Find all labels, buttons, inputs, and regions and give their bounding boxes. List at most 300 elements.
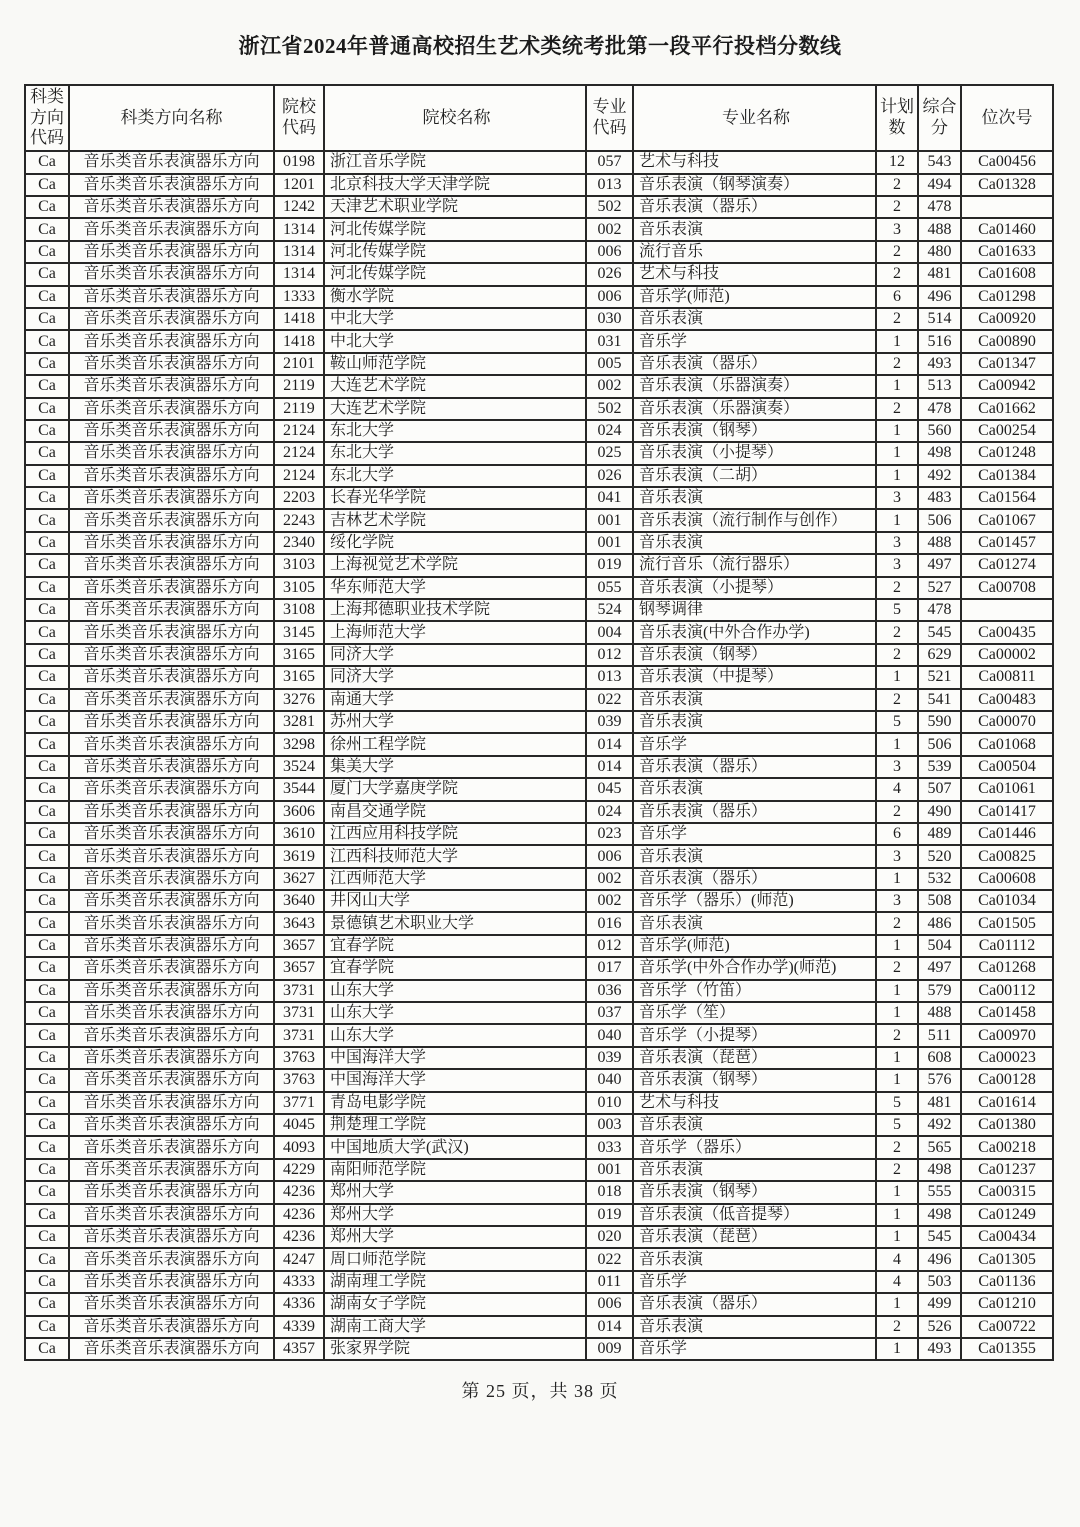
cell-major-name: 音乐学	[633, 1271, 876, 1293]
cell-plan-count: 1	[876, 509, 918, 531]
cell-rank-number: Ca00811	[961, 666, 1053, 688]
cell-composite-score: 511	[918, 1024, 961, 1046]
cell-college-name: 大连艺术学院	[324, 375, 586, 397]
cell-college-code: 2124	[274, 442, 324, 464]
table-row	[25, 1226, 1053, 1248]
cell-college-code: 4236	[274, 1181, 324, 1203]
cell-category-direction-name: 音乐类音乐表演器乐方向	[69, 1136, 274, 1158]
cell-major-name: 音乐表演	[633, 1248, 876, 1270]
cell-college-name: 南昌交通学院	[324, 801, 586, 823]
cell-category-direction-name: 音乐类音乐表演器乐方向	[69, 218, 274, 240]
cell-category-direction-name: 音乐类音乐表演器乐方向	[69, 375, 274, 397]
cell-category-direction-code: Ca	[25, 1069, 69, 1091]
cell-category-direction-code: Ca	[25, 711, 69, 733]
cell-rank-number: Ca00483	[961, 689, 1053, 711]
cell-major-name: 音乐表演（器乐）	[633, 353, 876, 375]
cell-composite-score: 507	[918, 778, 961, 800]
cell-major-name: 音乐表演	[633, 711, 876, 733]
cell-major-name: 音乐表演（钢琴）	[633, 420, 876, 442]
cell-composite-score: 499	[918, 1293, 961, 1315]
cell-major-code: 018	[586, 1181, 633, 1203]
cell-major-name: 音乐表演（钢琴）	[633, 1069, 876, 1091]
cell-plan-count: 2	[876, 1316, 918, 1338]
cell-rank-number: Ca00722	[961, 1316, 1053, 1338]
cell-category-direction-name: 音乐类音乐表演器乐方向	[69, 1002, 274, 1024]
cell-major-name: 音乐学(中外合作办学)(师范)	[633, 957, 876, 979]
cell-rank-number: Ca00435	[961, 621, 1053, 643]
cell-major-name: 音乐表演	[633, 1114, 876, 1136]
cell-college-name: 青岛电影学院	[324, 1092, 586, 1114]
cell-category-direction-name: 音乐类音乐表演器乐方向	[69, 1338, 274, 1360]
cell-rank-number: Ca01237	[961, 1159, 1053, 1181]
cell-major-code: 001	[586, 509, 633, 531]
cell-category-direction-name: 音乐类音乐表演器乐方向	[69, 733, 274, 755]
score-table	[24, 84, 1054, 1361]
cell-major-code: 006	[586, 241, 633, 263]
cell-category-direction-name: 音乐类音乐表演器乐方向	[69, 487, 274, 509]
cell-college-code: 3763	[274, 1069, 324, 1091]
cell-category-direction-code: Ca	[25, 1293, 69, 1315]
cell-composite-score: 526	[918, 1316, 961, 1338]
cell-composite-score: 532	[918, 868, 961, 890]
cell-major-code: 057	[586, 151, 633, 173]
cell-college-name: 江西师范大学	[324, 868, 586, 890]
cell-plan-count: 2	[876, 353, 918, 375]
cell-rank-number: Ca01614	[961, 1092, 1053, 1114]
cell-composite-score: 488	[918, 532, 961, 554]
cell-college-code: 4339	[274, 1316, 324, 1338]
cell-plan-count: 3	[876, 890, 918, 912]
cell-composite-score: 496	[918, 1248, 961, 1270]
cell-college-code: 4229	[274, 1159, 324, 1181]
cell-major-code: 040	[586, 1069, 633, 1091]
cell-composite-score: 555	[918, 1181, 961, 1203]
table-row	[25, 599, 1053, 621]
cell-college-code: 3276	[274, 689, 324, 711]
cell-plan-count: 1	[876, 935, 918, 957]
cell-college-code: 1242	[274, 196, 324, 218]
cell-college-code: 1418	[274, 308, 324, 330]
cell-plan-count: 5	[876, 1092, 918, 1114]
column-header-major-code: 专业代码	[586, 85, 633, 151]
cell-plan-count: 4	[876, 1248, 918, 1270]
cell-major-name: 音乐表演	[633, 778, 876, 800]
cell-rank-number: Ca00708	[961, 577, 1053, 599]
cell-rank-number: Ca00315	[961, 1181, 1053, 1203]
cell-rank-number: Ca00218	[961, 1136, 1053, 1158]
cell-plan-count: 2	[876, 308, 918, 330]
cell-major-name: 音乐表演	[633, 487, 876, 509]
cell-major-code: 041	[586, 487, 633, 509]
table-row	[25, 845, 1053, 867]
cell-major-code: 040	[586, 1024, 633, 1046]
cell-major-name: 音乐表演（器乐）	[633, 196, 876, 218]
cell-rank-number: Ca01034	[961, 890, 1053, 912]
cell-rank-number: Ca01068	[961, 733, 1053, 755]
table-row	[25, 711, 1053, 733]
cell-college-name: 徐州工程学院	[324, 733, 586, 755]
cell-composite-score: 590	[918, 711, 961, 733]
cell-college-code: 1333	[274, 286, 324, 308]
cell-major-code: 006	[586, 1293, 633, 1315]
cell-composite-score: 492	[918, 465, 961, 487]
cell-rank-number: Ca01328	[961, 174, 1053, 196]
cell-plan-count: 1	[876, 442, 918, 464]
cell-composite-score: 493	[918, 1338, 961, 1360]
cell-college-name: 上海师范大学	[324, 621, 586, 643]
cell-college-code: 4236	[274, 1204, 324, 1226]
cell-category-direction-name: 音乐类音乐表演器乐方向	[69, 823, 274, 845]
cell-major-name: 音乐表演（器乐）	[633, 756, 876, 778]
cell-composite-score: 486	[918, 912, 961, 934]
cell-college-name: 山东大学	[324, 1024, 586, 1046]
cell-category-direction-name: 音乐类音乐表演器乐方向	[69, 599, 274, 621]
cell-plan-count: 3	[876, 756, 918, 778]
table-row	[25, 1136, 1053, 1158]
cell-plan-count: 3	[876, 554, 918, 576]
cell-category-direction-code: Ca	[25, 1226, 69, 1248]
cell-plan-count: 1	[876, 1204, 918, 1226]
cell-major-code: 022	[586, 1248, 633, 1270]
cell-category-direction-name: 音乐类音乐表演器乐方向	[69, 778, 274, 800]
cell-major-code: 026	[586, 263, 633, 285]
cell-college-name: 东北大学	[324, 442, 586, 464]
table-row	[25, 980, 1053, 1002]
cell-category-direction-code: Ca	[25, 151, 69, 173]
cell-major-code: 033	[586, 1136, 633, 1158]
cell-rank-number: Ca01305	[961, 1248, 1053, 1270]
cell-category-direction-name: 音乐类音乐表演器乐方向	[69, 644, 274, 666]
cell-college-code: 3731	[274, 980, 324, 1002]
cell-plan-count: 2	[876, 689, 918, 711]
cell-major-name: 音乐表演（中提琴）	[633, 666, 876, 688]
cell-college-code: 3281	[274, 711, 324, 733]
cell-college-code: 4247	[274, 1248, 324, 1270]
cell-college-code: 4336	[274, 1293, 324, 1315]
cell-college-code: 2101	[274, 353, 324, 375]
cell-major-code: 031	[586, 330, 633, 352]
cell-category-direction-name: 音乐类音乐表演器乐方向	[69, 935, 274, 957]
cell-college-name: 大连艺术学院	[324, 398, 586, 420]
table-row	[25, 554, 1053, 576]
cell-rank-number	[961, 599, 1053, 621]
cell-college-name: 宜春学院	[324, 935, 586, 957]
cell-rank-number: Ca01458	[961, 1002, 1053, 1024]
cell-composite-score: 497	[918, 957, 961, 979]
cell-composite-score: 488	[918, 1002, 961, 1024]
cell-category-direction-code: Ca	[25, 1092, 69, 1114]
cell-major-name: 音乐表演	[633, 532, 876, 554]
cell-category-direction-code: Ca	[25, 801, 69, 823]
cell-plan-count: 2	[876, 621, 918, 643]
cell-plan-count: 3	[876, 487, 918, 509]
cell-plan-count: 5	[876, 711, 918, 733]
cell-rank-number: Ca00112	[961, 980, 1053, 1002]
cell-rank-number: Ca01298	[961, 286, 1053, 308]
cell-college-code: 2119	[274, 398, 324, 420]
cell-category-direction-name: 音乐类音乐表演器乐方向	[69, 1047, 274, 1069]
cell-major-code: 002	[586, 218, 633, 240]
cell-category-direction-code: Ca	[25, 263, 69, 285]
cell-category-direction-name: 音乐类音乐表演器乐方向	[69, 1293, 274, 1315]
cell-category-direction-code: Ca	[25, 1002, 69, 1024]
cell-category-direction-name: 音乐类音乐表演器乐方向	[69, 1069, 274, 1091]
cell-rank-number: Ca00434	[961, 1226, 1053, 1248]
cell-rank-number: Ca00890	[961, 330, 1053, 352]
cell-college-name: 周口师范学院	[324, 1248, 586, 1270]
cell-college-code: 4045	[274, 1114, 324, 1136]
cell-college-code: 1201	[274, 174, 324, 196]
cell-composite-score: 488	[918, 218, 961, 240]
cell-major-name: 艺术与科技	[633, 151, 876, 173]
cell-composite-score: 478	[918, 196, 961, 218]
cell-college-code: 3108	[274, 599, 324, 621]
cell-rank-number: Ca01355	[961, 1338, 1053, 1360]
cell-category-direction-code: Ca	[25, 1271, 69, 1293]
cell-composite-score: 629	[918, 644, 961, 666]
cell-major-code: 002	[586, 890, 633, 912]
cell-composite-score: 520	[918, 845, 961, 867]
cell-major-code: 009	[586, 1338, 633, 1360]
cell-composite-score: 481	[918, 1092, 961, 1114]
table-row	[25, 733, 1053, 755]
cell-major-name: 音乐表演（钢琴演奏）	[633, 174, 876, 196]
cell-major-code: 019	[586, 1204, 633, 1226]
cell-major-code: 006	[586, 845, 633, 867]
cell-category-direction-name: 音乐类音乐表演器乐方向	[69, 980, 274, 1002]
cell-rank-number: Ca00002	[961, 644, 1053, 666]
cell-category-direction-name: 音乐类音乐表演器乐方向	[69, 912, 274, 934]
cell-category-direction-code: Ca	[25, 599, 69, 621]
cell-category-direction-name: 音乐类音乐表演器乐方向	[69, 398, 274, 420]
cell-category-direction-code: Ca	[25, 1181, 69, 1203]
cell-composite-score: 579	[918, 980, 961, 1002]
cell-college-name: 郑州大学	[324, 1226, 586, 1248]
cell-rank-number: Ca01446	[961, 823, 1053, 845]
cell-major-name: 钢琴调律	[633, 599, 876, 621]
cell-category-direction-name: 音乐类音乐表演器乐方向	[69, 151, 274, 173]
cell-composite-score: 481	[918, 263, 961, 285]
cell-category-direction-name: 音乐类音乐表演器乐方向	[69, 868, 274, 890]
cell-rank-number: Ca01061	[961, 778, 1053, 800]
table-row	[25, 398, 1053, 420]
cell-major-name: 音乐表演（器乐）	[633, 868, 876, 890]
table-row	[25, 196, 1053, 218]
cell-category-direction-name: 音乐类音乐表演器乐方向	[69, 1248, 274, 1270]
cell-rank-number: Ca01380	[961, 1114, 1053, 1136]
cell-college-name: 东北大学	[324, 465, 586, 487]
cell-college-code: 1314	[274, 263, 324, 285]
table-row	[25, 1181, 1053, 1203]
cell-college-code: 3298	[274, 733, 324, 755]
cell-category-direction-code: Ca	[25, 1316, 69, 1338]
table-row	[25, 1204, 1053, 1226]
table-row	[25, 756, 1053, 778]
page-number: 第 25 页，共 38 页	[461, 1381, 619, 1402]
cell-college-name: 中北大学	[324, 330, 586, 352]
cell-college-name: 郑州大学	[324, 1181, 586, 1203]
cell-rank-number: Ca01249	[961, 1204, 1053, 1226]
cell-college-name: 湖南理工学院	[324, 1271, 586, 1293]
cell-rank-number: Ca01662	[961, 398, 1053, 420]
cell-category-direction-name: 音乐类音乐表演器乐方向	[69, 196, 274, 218]
cell-college-code: 3524	[274, 756, 324, 778]
cell-college-code: 3657	[274, 957, 324, 979]
cell-major-name: 流行音乐（流行器乐）	[633, 554, 876, 576]
cell-major-code: 013	[586, 666, 633, 688]
cell-rank-number: Ca01417	[961, 801, 1053, 823]
cell-college-code: 3165	[274, 666, 324, 688]
cell-major-code: 012	[586, 935, 633, 957]
cell-college-name: 中北大学	[324, 308, 586, 330]
cell-college-name: 天津艺术职业学院	[324, 196, 586, 218]
cell-composite-score: 496	[918, 286, 961, 308]
table-row	[25, 1092, 1053, 1114]
table-row	[25, 666, 1053, 688]
cell-major-name: 流行音乐	[633, 241, 876, 263]
cell-category-direction-name: 音乐类音乐表演器乐方向	[69, 666, 274, 688]
cell-category-direction-name: 音乐类音乐表演器乐方向	[69, 554, 274, 576]
table-row	[25, 487, 1053, 509]
cell-rank-number: Ca00070	[961, 711, 1053, 733]
cell-category-direction-code: Ca	[25, 845, 69, 867]
cell-composite-score: 490	[918, 801, 961, 823]
cell-major-code: 030	[586, 308, 633, 330]
cell-college-code: 2243	[274, 509, 324, 531]
cell-major-code: 019	[586, 554, 633, 576]
cell-category-direction-code: Ca	[25, 912, 69, 934]
cell-college-code: 3606	[274, 801, 324, 823]
column-header-category-direction-code: 科类方向代码	[25, 85, 69, 151]
cell-category-direction-name: 音乐类音乐表演器乐方向	[69, 801, 274, 823]
cell-college-code: 3145	[274, 621, 324, 643]
cell-major-name: 音乐表演	[633, 689, 876, 711]
cell-college-code: 3105	[274, 577, 324, 599]
cell-composite-score: 503	[918, 1271, 961, 1293]
cell-college-name: 山东大学	[324, 980, 586, 1002]
cell-college-name: 鞍山师范学院	[324, 353, 586, 375]
cell-college-code: 3657	[274, 935, 324, 957]
cell-category-direction-name: 音乐类音乐表演器乐方向	[69, 845, 274, 867]
cell-category-direction-code: Ca	[25, 666, 69, 688]
column-header-major-name: 专业名称	[633, 85, 876, 151]
cell-major-code: 010	[586, 1092, 633, 1114]
cell-college-name: 河北传媒学院	[324, 263, 586, 285]
cell-major-code: 002	[586, 868, 633, 890]
cell-college-name: 江西科技师范大学	[324, 845, 586, 867]
cell-rank-number: Ca00023	[961, 1047, 1053, 1069]
cell-plan-count: 1	[876, 666, 918, 688]
table-row	[25, 1159, 1053, 1181]
cell-college-code: 3165	[274, 644, 324, 666]
cell-major-name: 音乐表演（流行制作与创作）	[633, 509, 876, 531]
cell-category-direction-code: Ca	[25, 308, 69, 330]
cell-category-direction-code: Ca	[25, 890, 69, 912]
cell-category-direction-name: 音乐类音乐表演器乐方向	[69, 890, 274, 912]
cell-category-direction-name: 音乐类音乐表演器乐方向	[69, 330, 274, 352]
cell-college-code: 3627	[274, 868, 324, 890]
cell-category-direction-name: 音乐类音乐表演器乐方向	[69, 1114, 274, 1136]
cell-major-name: 音乐学	[633, 733, 876, 755]
cell-plan-count: 3	[876, 845, 918, 867]
cell-major-name: 音乐表演（钢琴）	[633, 1181, 876, 1203]
cell-major-code: 039	[586, 1047, 633, 1069]
cell-rank-number: Ca01136	[961, 1271, 1053, 1293]
table-row	[25, 1338, 1053, 1360]
cell-category-direction-code: Ca	[25, 375, 69, 397]
cell-composite-score: 498	[918, 442, 961, 464]
cell-rank-number: Ca01248	[961, 442, 1053, 464]
header-row	[25, 85, 1053, 151]
cell-major-name: 音乐学	[633, 330, 876, 352]
cell-college-name: 中国海洋大学	[324, 1069, 586, 1091]
cell-major-name: 音乐表演（钢琴）	[633, 644, 876, 666]
cell-rank-number: Ca01112	[961, 935, 1053, 957]
cell-college-code: 1314	[274, 218, 324, 240]
cell-plan-count: 1	[876, 330, 918, 352]
table-row	[25, 868, 1053, 890]
cell-category-direction-code: Ca	[25, 980, 69, 1002]
cell-category-direction-code: Ca	[25, 398, 69, 420]
cell-rank-number: Ca01210	[961, 1293, 1053, 1315]
cell-composite-score: 565	[918, 1136, 961, 1158]
cell-major-code: 016	[586, 912, 633, 934]
cell-category-direction-name: 音乐类音乐表演器乐方向	[69, 621, 274, 643]
table-row	[25, 1024, 1053, 1046]
cell-major-code: 014	[586, 733, 633, 755]
cell-major-name: 音乐学（竹笛）	[633, 980, 876, 1002]
cell-category-direction-code: Ca	[25, 1159, 69, 1181]
cell-major-code: 045	[586, 778, 633, 800]
table-row	[25, 375, 1053, 397]
cell-rank-number: Ca00608	[961, 868, 1053, 890]
cell-rank-number: Ca01067	[961, 509, 1053, 531]
cell-plan-count: 5	[876, 599, 918, 621]
cell-college-name: 中国地质大学(武汉)	[324, 1136, 586, 1158]
cell-composite-score: 493	[918, 353, 961, 375]
cell-composite-score: 513	[918, 375, 961, 397]
cell-plan-count: 1	[876, 375, 918, 397]
cell-major-code: 005	[586, 353, 633, 375]
table-row	[25, 465, 1053, 487]
table-row	[25, 330, 1053, 352]
cell-major-code: 037	[586, 1002, 633, 1024]
cell-category-direction-code: Ca	[25, 532, 69, 554]
cell-college-code: 3763	[274, 1047, 324, 1069]
cell-major-code: 039	[586, 711, 633, 733]
cell-major-name: 音乐表演	[633, 218, 876, 240]
cell-college-name: 南通大学	[324, 689, 586, 711]
cell-composite-score: 545	[918, 621, 961, 643]
cell-college-code: 2203	[274, 487, 324, 509]
cell-category-direction-code: Ca	[25, 196, 69, 218]
cell-rank-number: Ca00504	[961, 756, 1053, 778]
table-row	[25, 151, 1053, 173]
cell-college-code: 3731	[274, 1002, 324, 1024]
cell-category-direction-name: 音乐类音乐表演器乐方向	[69, 1271, 274, 1293]
cell-college-name: 景德镇艺术职业大学	[324, 912, 586, 934]
cell-major-code: 004	[586, 621, 633, 643]
cell-college-name: 南阳师范学院	[324, 1159, 586, 1181]
table-row	[25, 689, 1053, 711]
cell-category-direction-code: Ca	[25, 778, 69, 800]
cell-plan-count: 2	[876, 196, 918, 218]
table-row	[25, 577, 1053, 599]
cell-composite-score: 514	[918, 308, 961, 330]
table-row	[25, 286, 1053, 308]
cell-plan-count: 12	[876, 151, 918, 173]
cell-plan-count: 2	[876, 1136, 918, 1158]
